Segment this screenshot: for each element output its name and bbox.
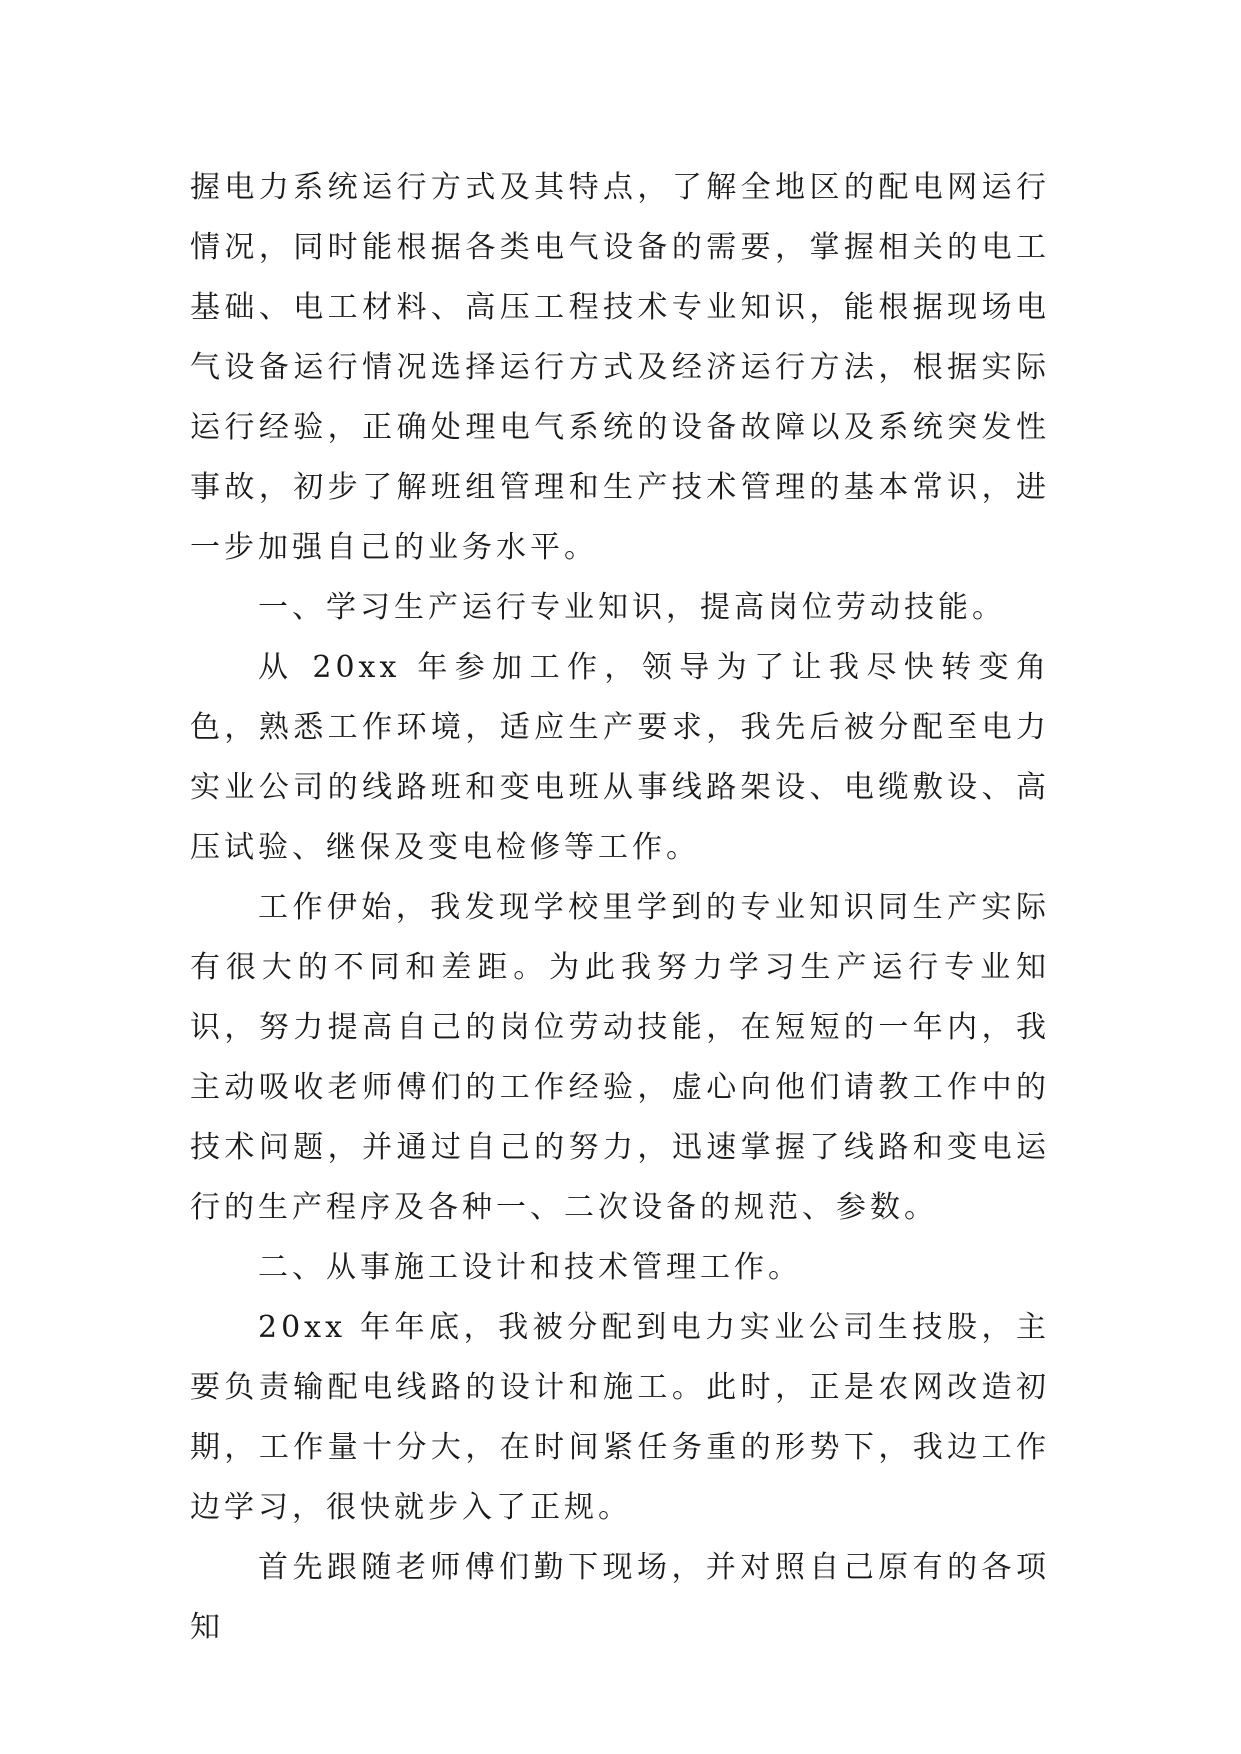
text-line: 业务水平。 xyxy=(428,530,598,565)
text-line: 保及变电检修等工作。 xyxy=(360,830,700,865)
text-line: 况，同时能根据各类电气设备的需要，掌握相关的电工基础、 xyxy=(190,230,1051,325)
text-line: 作量十分大，在时间紧任务重的形势下，我边工作边学习， xyxy=(190,1430,1050,1525)
text-line: 工作伊始，我发现学校里学到的专业知识同生产实际有 xyxy=(190,890,1050,985)
paragraph xyxy=(190,1538,1050,1658)
document-body xyxy=(190,158,1050,1658)
text-line: 行情况选择运行方式及经济运行方法，根据实际运行经验， xyxy=(190,350,1051,445)
text-line: 二、从事施工设计和技术管理工作。 xyxy=(258,1250,802,1285)
text-line: 及各种一、二次设备的规范、参数。 xyxy=(394,1190,938,1225)
text-line: 责输配电线路的设计和施工。此时，正是农网改造初期，工 xyxy=(190,1370,1051,1465)
text-line: 力提高自己的岗位劳动技能，在短短的一年内，我主动吸收 xyxy=(190,1010,1050,1105)
paragraph xyxy=(190,878,1050,1238)
text-line: 首先跟随老师傅们勤下现场，并对照自己原有的各项知 xyxy=(190,1550,1050,1645)
text-line: 很快就步入了正规。 xyxy=(326,1490,632,1525)
text-line: 电工材料、高压工程技术专业知识，能根据现场电气设备运 xyxy=(190,290,1050,385)
text-line: 解班组管理和生产技术管理的基本常识，进一步加强自己的 xyxy=(190,470,1050,565)
text-line: 并通过自己的努力，迅速掌握了线路和变电运行的生产程序 xyxy=(190,1130,1051,1225)
paragraph xyxy=(190,638,1050,878)
paragraph xyxy=(190,1298,1050,1538)
text-line: 握电力系统运行方式及其特点，了解全地区的配电网运行情 xyxy=(190,170,1050,265)
text-line: 一、学习生产运行专业知识，提高岗位劳动技能。 xyxy=(258,590,1006,625)
text-line: 正确处理电气系统的设备故障以及系统突发性事故，初步了 xyxy=(190,410,1051,505)
text-line: 从 20xx 年参加工作，领导为了让我尽快转变角色，熟 xyxy=(190,650,1050,745)
paragraph xyxy=(190,578,1050,638)
text-line: 老师傅们的工作经验，虚心向他们请教工作中的技术问题， xyxy=(190,1070,1051,1165)
text-line: 20xx 年年底，我被分配到电力实业公司生技股，主要负 xyxy=(190,1310,1050,1405)
text-line: 的线路班和变电班从事线路架设、电缆敷设、高压试验、继 xyxy=(190,770,1051,865)
text-line: 悉工作环境，适应生产要求，我先后被分配至电力实业公司 xyxy=(190,710,1050,805)
paragraph xyxy=(190,1238,1050,1298)
paragraph xyxy=(190,158,1050,578)
text-line: 很大的不同和差距。为此我努力学习生产运行专业知识，努 xyxy=(190,950,1051,1045)
